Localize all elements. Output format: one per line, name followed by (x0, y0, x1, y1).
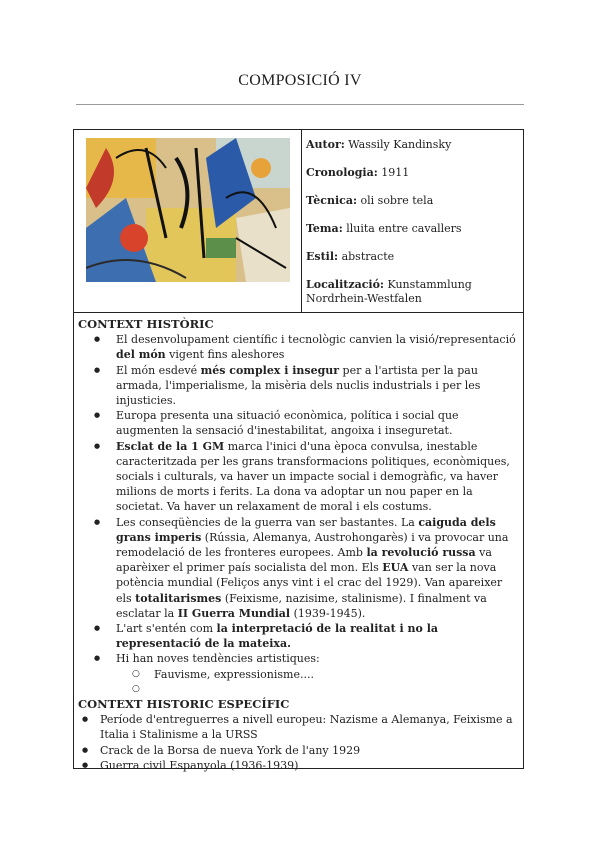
context-heading: CONTEXT HISTÒRIC (78, 317, 214, 331)
list-item: ● Les conseqüències de la guerra van ser bastantes. La caiguda dels grans imperis (Rússia, Alemanya, Austrohongarès) i va provocar una remodelació de les fronteres europees. Amb la revolució russa va aparèixer el primer país socialista del mon. Els EUA van ser la nova potència mundial (Feliços anys vint i el crac del 1929). Van apareixer els totalitarismes (Feixisme, nazisime, stalinisme). I finalment va esclatar la II Guerra Mundial (1939-1945). (78, 515, 519, 621)
list-item: ● El desenvolupament científic i tecnològic canvien la visió/representació del món vigent fins aleshores (78, 332, 519, 362)
sub-list-item (78, 682, 519, 697)
sub-list-item: ○ Fauvisme, expressionisme.... (78, 667, 519, 682)
info-style: Estil: abstracte (306, 250, 395, 263)
painting-image (86, 138, 290, 282)
artwork-header-row (74, 130, 523, 313)
list-item: ● Guerra civil Espanyola (1936-1939) (78, 758, 519, 773)
info-theme: Tema: lluita entre cavallers (306, 222, 462, 235)
artwork-info (302, 130, 523, 312)
title-divider (76, 104, 524, 105)
image-cell (74, 130, 302, 312)
trends-sublist (78, 667, 519, 697)
info-location: Localització: Kunstammlung Nordrhein-Westfalen (306, 278, 472, 305)
list-item: ● Crack de la Borsa de nueva York de l'any 1929 (78, 743, 519, 758)
document-title: COMPOSICIÓ IV (238, 72, 362, 89)
specific-context-list (78, 712, 519, 773)
info-chronology: Cronologia: 1911 (306, 166, 410, 179)
specific-context-heading: CONTEXT HISTORIC ESPECÍFIC (78, 697, 290, 712)
list-item: ● Europa presenta una situació econòmica, política i social que augmenten la sensació d'inestabilitat, angoixa i inseguretat. (78, 408, 519, 438)
info-technique: Tècnica: oli sobre tela (306, 194, 434, 207)
context-list (78, 332, 519, 666)
list-item: ● L'art s'entén com la interpretació de la realitat i no la representació de la mateixa. (78, 621, 519, 651)
list-item: ● El món esdevé més complex i insegur per a l'artista per la pau armada, l'imperialisme, la misèria dels nuclis industrials i per les injusticies. (78, 363, 519, 409)
list-item: ● Esclat de la 1 GM marca l'inici d'una època convulsa, inestable caracteritzada per les grans transformacions politiques, econòmiques, socials i culturals, va haver un impacte social i demogràfic, va haver milions de morts i ferits. La dona va adoptar un nou paper en la societat. Va haver un relaxament de moral i els costums. (78, 439, 519, 515)
info-author: Autor: Wassily Kandinsky (306, 138, 452, 151)
list-item: ● Període d'entreguerres a nivell europeu: Nazisme a Alemanya, Feixisme a Italia i Stalinisme a la URSS (78, 712, 519, 742)
artwork-sheet (73, 129, 524, 772)
list-item: ● Hi han noves tendències artistiques: (78, 651, 519, 666)
historical-context (74, 313, 523, 773)
